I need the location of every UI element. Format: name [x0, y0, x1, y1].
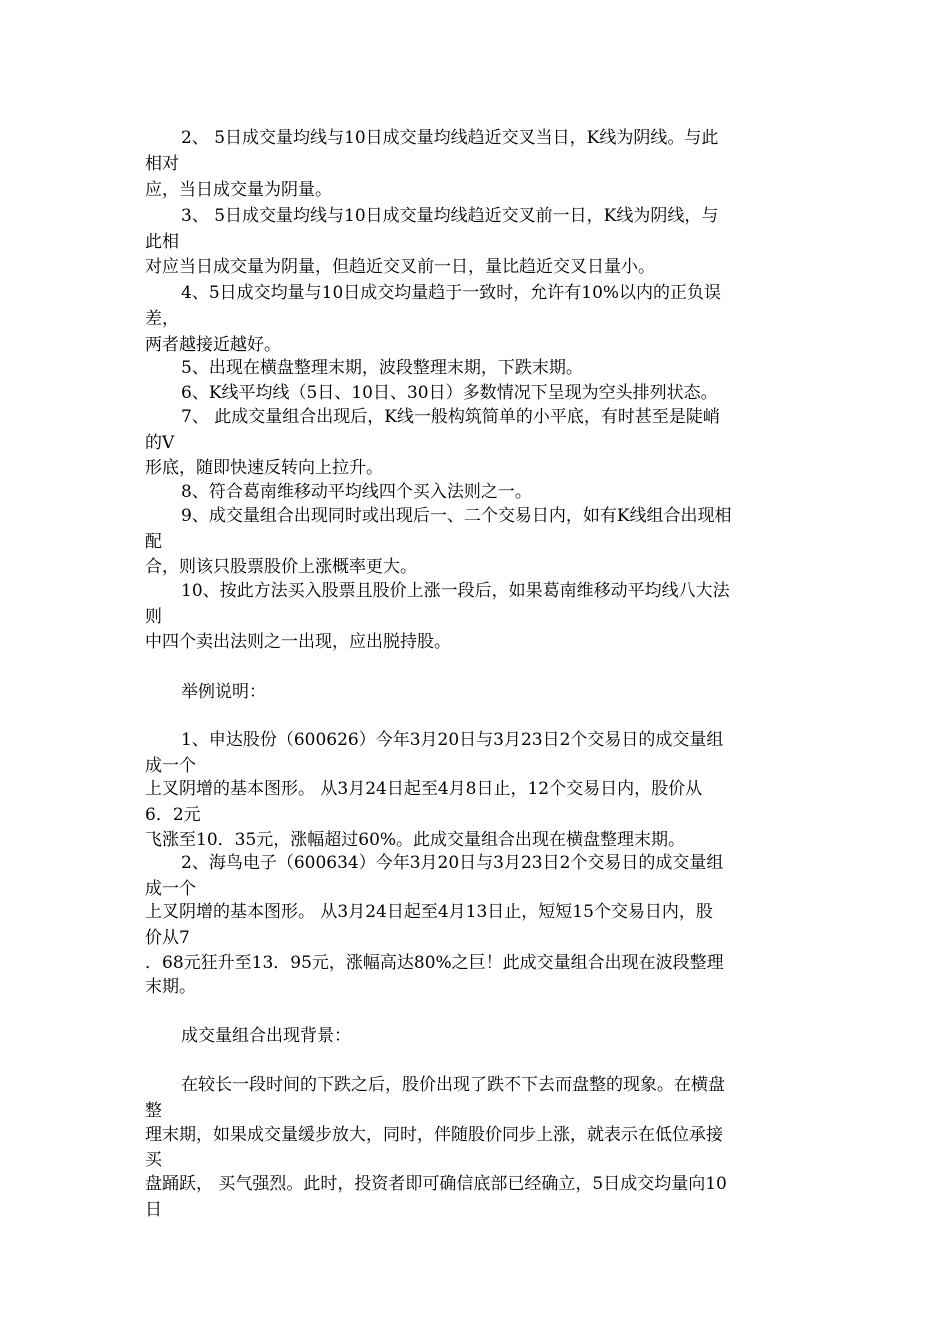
example-1-line-2: 成一个	[145, 756, 196, 776]
example-2-line-3: 上叉阴增的基本图形。 从3月24日起至4月13日止，短短15个交易日内，股	[145, 902, 713, 922]
rule-3-line-3: 对应当日成交量为阴量，但趋近交叉前一日，量比趋近交叉日量小。	[145, 257, 655, 277]
example-2-line-2: 成一个	[145, 879, 196, 899]
rule-6-line: 6、K线平均线（5日、10日、30日）多数情况下呈现为空头排列状态。	[181, 383, 718, 403]
rule-2-line-3: 应，当日成交量为阴量。	[145, 180, 332, 200]
rule-7-line-2: 的V	[145, 433, 175, 453]
background-line-5: 盘踊跃， 买气强烈。此时，投资者即可确信底部已经确立，5日成交均量向10	[145, 1174, 727, 1194]
background-line-4: 买	[145, 1150, 162, 1170]
example-2-line-4: 价从7	[145, 928, 190, 948]
rule-3-line-2: 此相	[145, 232, 179, 252]
example-1-line-3: 上叉阴增的基本图形。 从3月24日起至4月8日止，12个交易日内，股价从	[145, 779, 703, 799]
rule-10-line-1: 10、按此方法买入股票且股价上涨一段后，如果葛南维移动平均线八大法	[181, 581, 730, 601]
example-2-line-6: 末期。	[145, 977, 196, 997]
example-1-line-1: 1、申达股份（600626）今年3月20日与3月23日2个交易日的成交量组	[181, 730, 724, 750]
rule-9-line-2: 配	[145, 532, 162, 552]
background-line-2: 整	[145, 1101, 162, 1121]
rule-3-line-1: 3、 5日成交量均线与10日成交量均线趋近交叉前一日，K线为阴线，与	[181, 206, 719, 226]
rule-7-line-1: 7、 此成交量组合出现后，K线一般构筑简单的小平底，有时甚至是陡峭	[181, 407, 720, 427]
background-line-6: 日	[145, 1200, 162, 1220]
rule-4-line-3: 两者越接近越好。	[145, 335, 281, 355]
section-heading-examples: 举例说明：	[181, 682, 266, 702]
example-2-line-5: ．68元狂升至13．95元，涨幅高达80%之巨！此成交量组合出现在波段整理	[145, 953, 724, 973]
rule-7-line-3: 形底，随即快速反转向上拉升。	[145, 458, 383, 478]
example-1-line-4: 6．2元	[145, 805, 201, 825]
rule-8-line: 8、符合葛南维移动平均线四个买入法则之一。	[181, 482, 532, 502]
section-heading-background: 成交量组合出现背景：	[181, 1026, 351, 1046]
rule-4-line-1: 4、5日成交均量与10日成交均量趋于一致时，允许有10%以内的正负误	[181, 283, 722, 303]
rule-9-line-1: 9、成交量组合出现同时或出现后一、二个交易日内，如有K线组合出现相	[181, 506, 732, 526]
rule-10-line-2: 则	[145, 607, 162, 627]
rule-2-line-1: 2、 5日成交量均线与10日成交量均线趋近交叉当日，K线为阴线。与此	[181, 128, 719, 148]
rule-9-line-3: 合，则该只股票股价上涨概率更大。	[145, 557, 417, 577]
rule-5-line: 5、出现在横盘整理末期，波段整理末期，下跌末期。	[181, 358, 583, 378]
rule-10-line-3: 中四个卖出法则之一出现，应出脱持股。	[145, 632, 451, 652]
background-line-1: 在较长一段时间的下跌之后，股价出现了跌不下去而盘整的现象。在横盘	[181, 1075, 725, 1095]
example-1-line-5: 飞涨至10．35元，涨幅超过60%。此成交量组合出现在横盘整理末期。	[145, 830, 686, 850]
rule-4-line-2: 差，	[145, 309, 179, 329]
example-2-line-1: 2、海鸟电子（600634）今年3月20日与3月23日2个交易日的成交量组	[181, 853, 724, 873]
background-line-3: 理末期，如果成交量缓步放大，同时，伴随股价同步上涨，就表示在低位承接	[145, 1125, 723, 1145]
rule-2-line-2: 相对	[145, 154, 179, 174]
